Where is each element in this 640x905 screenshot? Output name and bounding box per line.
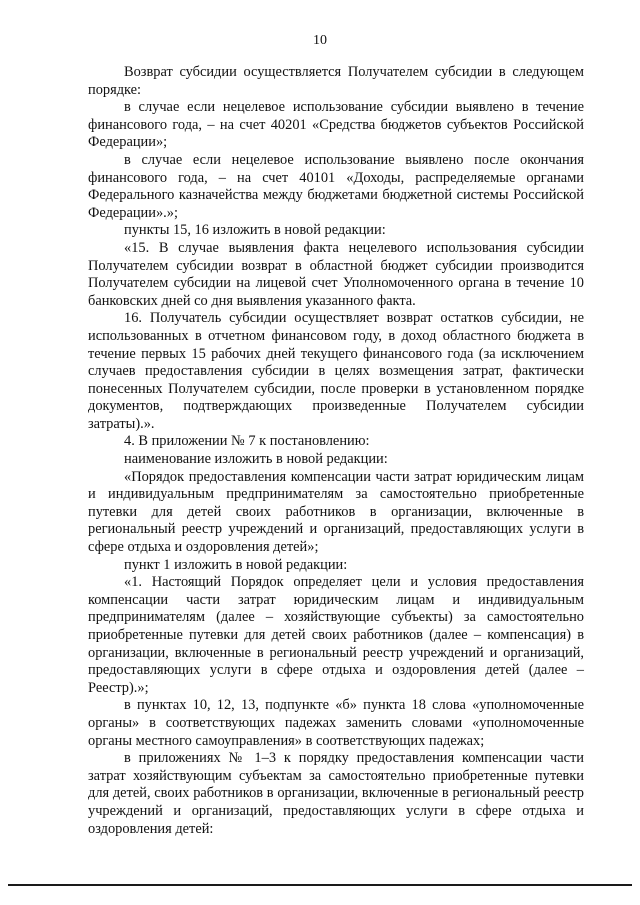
paragraph: наименование изложить в новой редакции: (124, 451, 388, 468)
paragraph: в случае если нецелевое использование субсидии выявлено в течение финансового года, – на счет 40201 «Средства бюджетов субъектов Российской Федерации»; (88, 99, 584, 151)
page-bottom-rule (8, 884, 632, 886)
paragraph: в случае если нецелевое использование выявлено после окончания финансового года, – на счет 40101 «Доходы, распределяемые органами Федерального казначейства между бюджетами бюджетной системы Российской Федерации».»; (88, 151, 584, 221)
paragraph: «Порядок предоставления компенсации части затрат юридическим лицам и индивидуальным предпринимателям за самостоятельно приобретенные путевки для детей своих работников в организации, включенные в региональный реестр учреждений и организаций, предоставляющих услуги в сфере отдыха и оздоровления детей»; (88, 468, 584, 556)
paragraph: в пунктах 10, 12, 13, подпункте «б» пункта 18 слова «уполномоченные органы» в соответствующих падежах заменить словами «уполномоченные органы местного самоуправления» в соответствующих падежах; (88, 697, 584, 749)
paragraph: «15. В случае выявления факта нецелевого использования субсидии Получателем субсидии возврат в областной бюджет субсидии производится Получателем субсидии на лицевой счет Уполномоченного органа в течение 10 банковских дней со дня выявления указанного факта. (88, 239, 584, 309)
document-body (88, 64, 584, 838)
paragraph: «1. Настоящий Порядок определяет цели и условия предоставления компенсации части затрат юридическим лицам и индивидуальным предпринимателям (далее – хозяйствующие субъекты) за самостоятельно приобретенные путевки для детей своих работников (далее – компенсация) в организации, включенные в региональный реестр учреждений и организаций, предоставляющих услуги в сфере отдыха и оздоровления детей (далее – Реестр).»; (88, 574, 584, 696)
paragraph: пункты 15, 16 изложить в новой редакции: (124, 222, 386, 239)
paragraph: 4. В приложении № 7 к постановлению: (124, 433, 370, 450)
paragraph: пункт 1 изложить в новой редакции: (124, 556, 348, 573)
page-number: 10 (313, 33, 327, 48)
paragraph: Возврат субсидии осуществляется Получателем субсидии в следующем порядке: (88, 64, 584, 98)
paragraph: 16. Получатель субсидии осуществляет возврат остатков субсидии, не использованных в отчетном финансовом году, в доход областного бюджета в течение первых 15 рабочих дней текущего финансового года (за исключением случаев предоставления субсидии в целях возмещения затрат, фактически понесенных Получателем субсидии, после проверки в установленном порядке документов, подтверждающих произведенные Получателем субсидии затраты).». (88, 310, 584, 432)
paragraph: в приложениях № 1–3 к порядку предоставления компенсации части затрат хозяйствующим субъектам за самостоятельно приобретенные путевки для детей, своих работников в организации, включенные в региональный реестр учреждений и организаций, предоставляющих услуги в сфере отдыха и оздоровления детей: (88, 750, 584, 837)
